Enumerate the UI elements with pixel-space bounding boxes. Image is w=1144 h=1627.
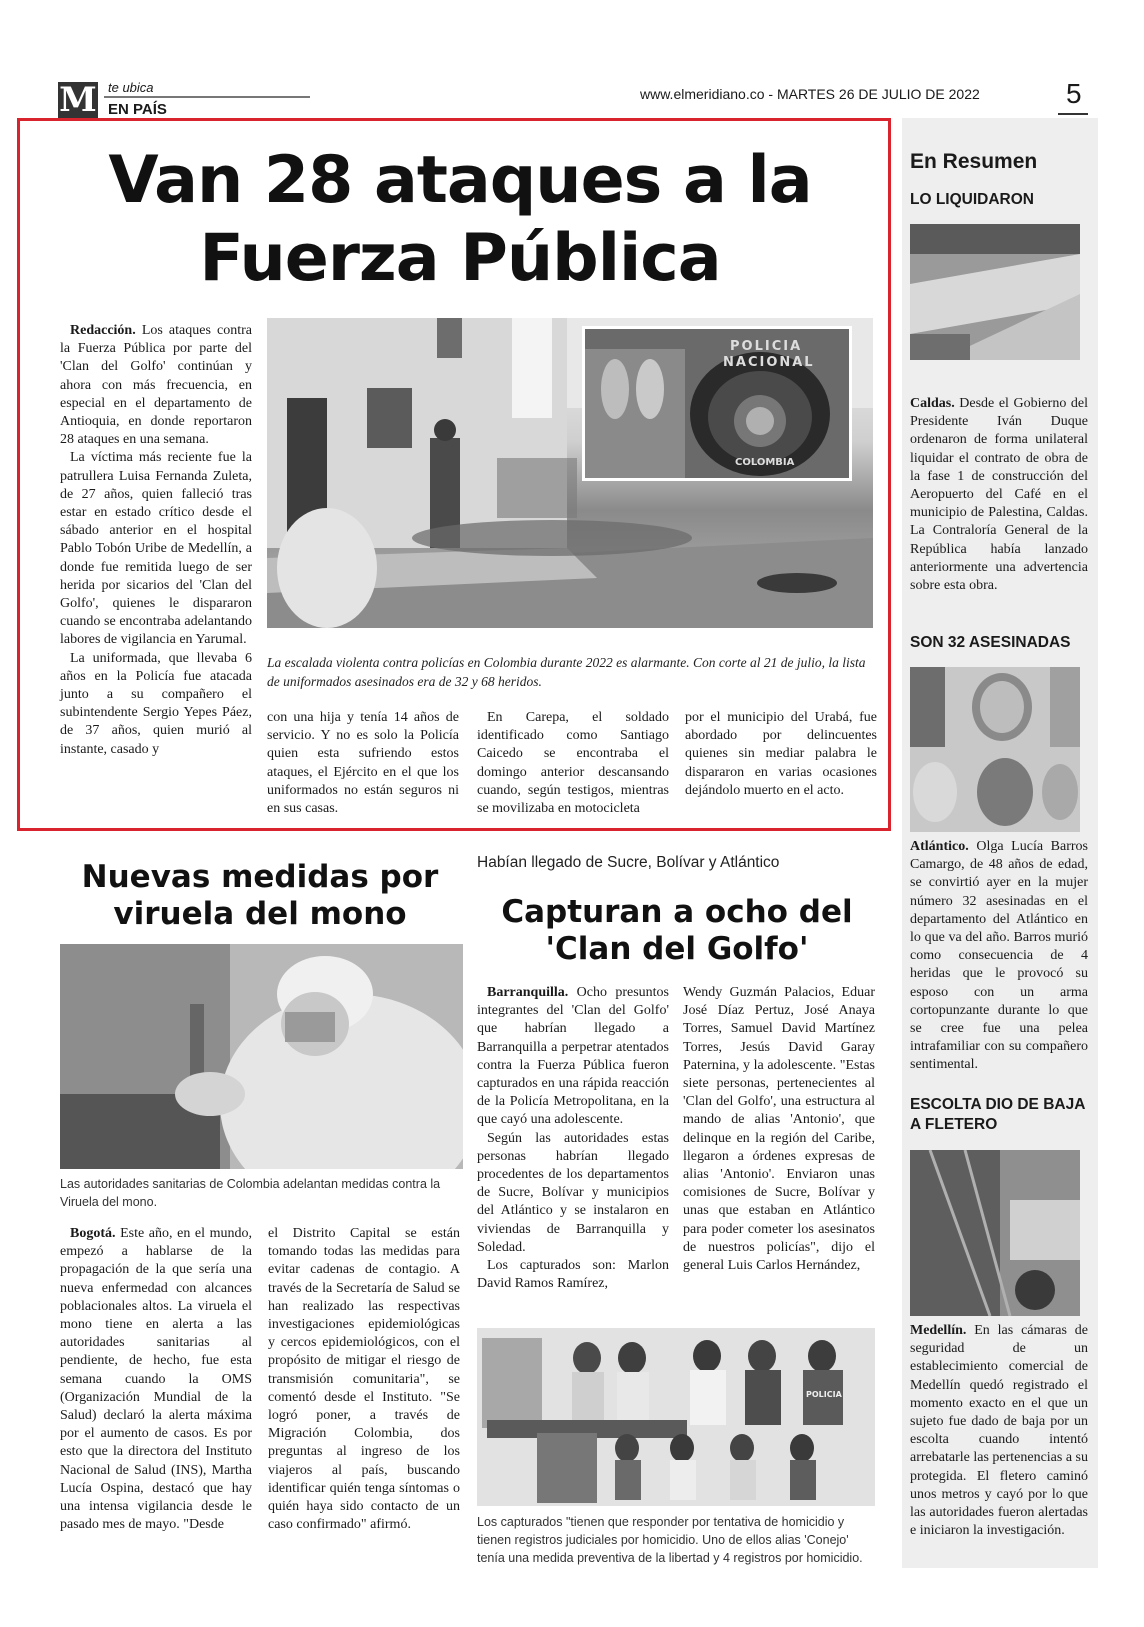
section-name: EN PAÍS <box>108 101 167 118</box>
airport-construction-illustration <box>910 224 1080 360</box>
main-headline: Van 28 ataques a la Fuerza Pública <box>108 143 812 296</box>
sidebar-item2-heading: SON 32 ASESINADAS <box>910 634 1071 651</box>
crime-scene-photo <box>267 318 873 628</box>
captured-suspects-photo <box>477 1328 875 1506</box>
main-col4-text: por el municipio del Urabá, fue abordado por delincuentes quienes sin mediar palabra le dispararon en varias ocasiones dejándolo muerto en el acto. <box>685 710 877 798</box>
viruela-col1-text: Este año, en el mundo, empezó a hablarse de la propagación de la que sería una nueva enfermedad con alcances poblacionales altos. La viruela el mono tiene en alerta a las autoridades sanitarias al pendiente, de hecho, fue esta semana cuando la OMS (Organización Mundial de la Salud) declaró la alerta máxima por el aumento de casos. Es por esto que la directora del Instituto Nacional de Salud (INS), Martha Lucía Ospina, destacó que hay una intensa vigilancia desde le pasado mes de mayo. "Desde <box>60 1226 252 1533</box>
police-vest-label: POLICIA <box>806 1390 842 1399</box>
main-photo-caption: La escalada violenta contra policías en Colombia durante 2022 es alarmante. Con corte al 21 de julio, la lista de uniformados asesinados era de 32 y 68 heridos. <box>267 655 866 689</box>
sidebar-item3-body: En las cámaras de seguridad de un establecimiento comercial de Medellín quedó registrado el momento exacto en el que un sujeto fue dado de baja por un escolta cuando intentó arrebatarle las pertenencias a su protegida. El fletero caminó unos metros y cayó por lo que las autoridades fueron alertadas e iniciaron la investigación. <box>910 1323 1089 1539</box>
police-badge-illustration <box>585 329 849 478</box>
clan-col1-p2: Según las autoridades estas personas habrían llegado procedentes de los departamentos de Sucre, Bolívar y municipios del Atlántico y se instalaron en viviendas de Barranquilla y Soledad. <box>477 1130 669 1255</box>
main-col1-p2: La víctima más reciente fue la patrullera Luisa Fernanda Zuleta, de 27 años, quien falleció tras estar en estado crítico desde el sábado anterior en el hospital Pablo Tobón Uribe de Medellín, a donde fue remitida luego de ser herida por sicarios del 'Clan del Golfo', quienes le dispararon cuando se encontraba adelantando labores de vigilancia en Yarumal. <box>60 450 252 648</box>
viruela-col2-text: el Distrito Capital se están tomando todas las medidas para evitar cadenas de contagio. A través de la Secretaría de Salud se han realizado las respectivas investigaciones epidemiológicas y cercos epidemiológicos, con el propósito de mitigar el riesgo de transmisión comunitaria", se comentó desde el Instituto. "Se logró poner, a través de Migración Colombia, dos preguntas al ingreso de los viajeros al país, buscando identificar quién tenga síntomas o quién haya sido contacto de un caso confirmado" afirmó. <box>268 1226 460 1533</box>
clan-col2-text: Wendy Guzmán Palacios, Eduar José Díaz Pertuz, José Anaya Torres, Samuel David Martínez Torres, Jesús David Garay Paternina, y la adolescente. "Estas siete personas, pertenecientes al 'Clan del Golfo', una estructura al mando de alias 'Antonio', que delinque en la región del Caribe, llegaron a órdenes expresas de alias 'Antonio'. Enviaron unas comisiones de Sucre, Bolívar y unas que estaban en Atlántico para poder cometer los asesinatos de nuestros policías", dijo el general Luis Carlos Hernández, <box>683 985 875 1274</box>
victim-collage-illustration <box>910 667 1080 832</box>
clan-photo-caption: Los capturados "tienen que responder por tentativa de homicidio y tienen registros judiciales por homicidio. Uno de ellos alias 'Conejo' tenía una medida preventiva de la libertad y 4 registros por homicidio. <box>477 1515 863 1565</box>
page-number-rule <box>1058 113 1088 115</box>
victim-collage-photo <box>910 667 1080 832</box>
main-col3-text: En Carepa, el soldado identificado como Santiago Caicedo se encontraba el domingo anterior descansando cuando, según testigos, mientras se movilizaba en motocicleta <box>477 710 669 817</box>
captured-suspects-illustration <box>477 1328 875 1506</box>
police-badge-inset <box>582 326 852 481</box>
main-col1-p1: Los ataques contra la Fuerza Pública por parte del 'Clan del Golfo' continúan y ahora con más frecuencia, en especial en el departamento de Antioquia, en donde reportaron 28 ataques en una semana. <box>60 323 252 448</box>
viruela-column-2 <box>268 1225 460 1534</box>
clan-column-2 <box>683 984 875 1275</box>
clan-col1-p3: Los capturados son: Marlon David Ramos Ramírez, <box>477 1258 669 1292</box>
main-column-2 <box>267 709 459 818</box>
security-camera-illustration <box>910 1150 1080 1316</box>
lab-worker-photo <box>60 944 463 1169</box>
main-column-1 <box>60 322 252 759</box>
clan-dateline: Barranquilla. <box>487 985 569 1000</box>
badge-text-colombia: COLOMBIA <box>735 457 795 468</box>
airport-construction-photo <box>910 224 1080 360</box>
clan-headline: Capturan a ocho del 'Clan del Golfo' <box>501 894 853 967</box>
sidebar-item2-text <box>910 838 1088 1075</box>
header-rule <box>104 96 310 98</box>
main-col1-p3: La uniformada, que llevaba 6 años en la Policía fue atacada junto a su compañero el subintendente Sergio Yepes Páez, de 37 años, quien murió al instante, casado y <box>60 650 252 757</box>
sidebar-item2-body: Olga Lucía Barros Camargo, de 48 años de edad, se convirtió ayer en la mujer número 32 asesinadas en el departamento del Atlántico en lo que va del año. Barros murió como consecuencia de 4 heridas que le provocó su esposo con un arma cortopunzante durante lo que se cree fue una pelea intrafamiliar con su compañero sentimental. <box>910 839 1088 1073</box>
header-dateline: www.elmeridiano.co - MARTES 26 DE JULIO DE 2022 <box>640 86 980 102</box>
clan-column-1 <box>477 984 669 1293</box>
clan-col1-p1: Ocho presuntos integrantes del 'Clan del Golfo' que habrían llegado a Barranquilla a perpetrar atentados contra la Fuerza Pública fueron capturados en una rápida reacción de la Policía Metropolitana, en la que cayó una adolescente. <box>477 985 669 1128</box>
main-column-4 <box>685 709 877 800</box>
sidebar-item1-body: Desde el Gobierno del Presidente Iván Duque ordenaron de forma unilateral liquidar el contrato de obra de la fase 1 de construcción del Aeropuerto del Café en el municipio de Palestina, Caldas. La Contraloría General de la República había lanzado anteriormente una advertencia sobre esta obra. <box>910 396 1088 594</box>
sidebar-item1-text <box>910 395 1088 595</box>
sidebar-item1-dateline: Caldas. <box>910 396 955 411</box>
viruela-photo-caption: Las autoridades sanitarias de Colombia adelantan medidas contra la Viruela del mono. <box>60 1177 441 1209</box>
main-column-3 <box>477 709 669 818</box>
page-number: 5 <box>1066 78 1082 109</box>
badge-text-policia: POLICIA <box>730 339 803 354</box>
sidebar-item3-text <box>910 1322 1088 1540</box>
sidebar-item3-heading: ESCOLTA DIO DE BAJA A FLETERO <box>910 1096 1085 1133</box>
newspaper-logo: M <box>59 80 97 120</box>
sidebar-title: En Resumen <box>910 150 1038 173</box>
viruela-headline: Nuevas medidas por viruela del mono <box>81 859 439 932</box>
header-tagline: te ubica <box>108 80 154 95</box>
clan-kicker: Habían llegado de Sucre, Bolívar y Atlántico <box>477 854 780 871</box>
sidebar-item1-heading: LO LIQUIDARON <box>910 191 1034 208</box>
security-camera-photo <box>910 1150 1080 1316</box>
main-dateline: Redacción. <box>70 323 136 338</box>
main-col2-text: con una hija y tenía 14 años de servicio. Y no es solo la Policía quien esta sufriendo estos ataques, el Ejército en el que los uniformados no están seguros ni en sus casas. <box>267 710 459 817</box>
badge-text-nacional: NACIONAL <box>723 355 815 370</box>
sidebar-item2-dateline: Atlántico. <box>910 839 969 854</box>
lab-worker-illustration <box>60 944 463 1169</box>
viruela-column-1 <box>60 1225 252 1534</box>
viruela-dateline: Bogotá. <box>70 1226 116 1241</box>
sidebar-item3-dateline: Medellín. <box>910 1323 967 1338</box>
